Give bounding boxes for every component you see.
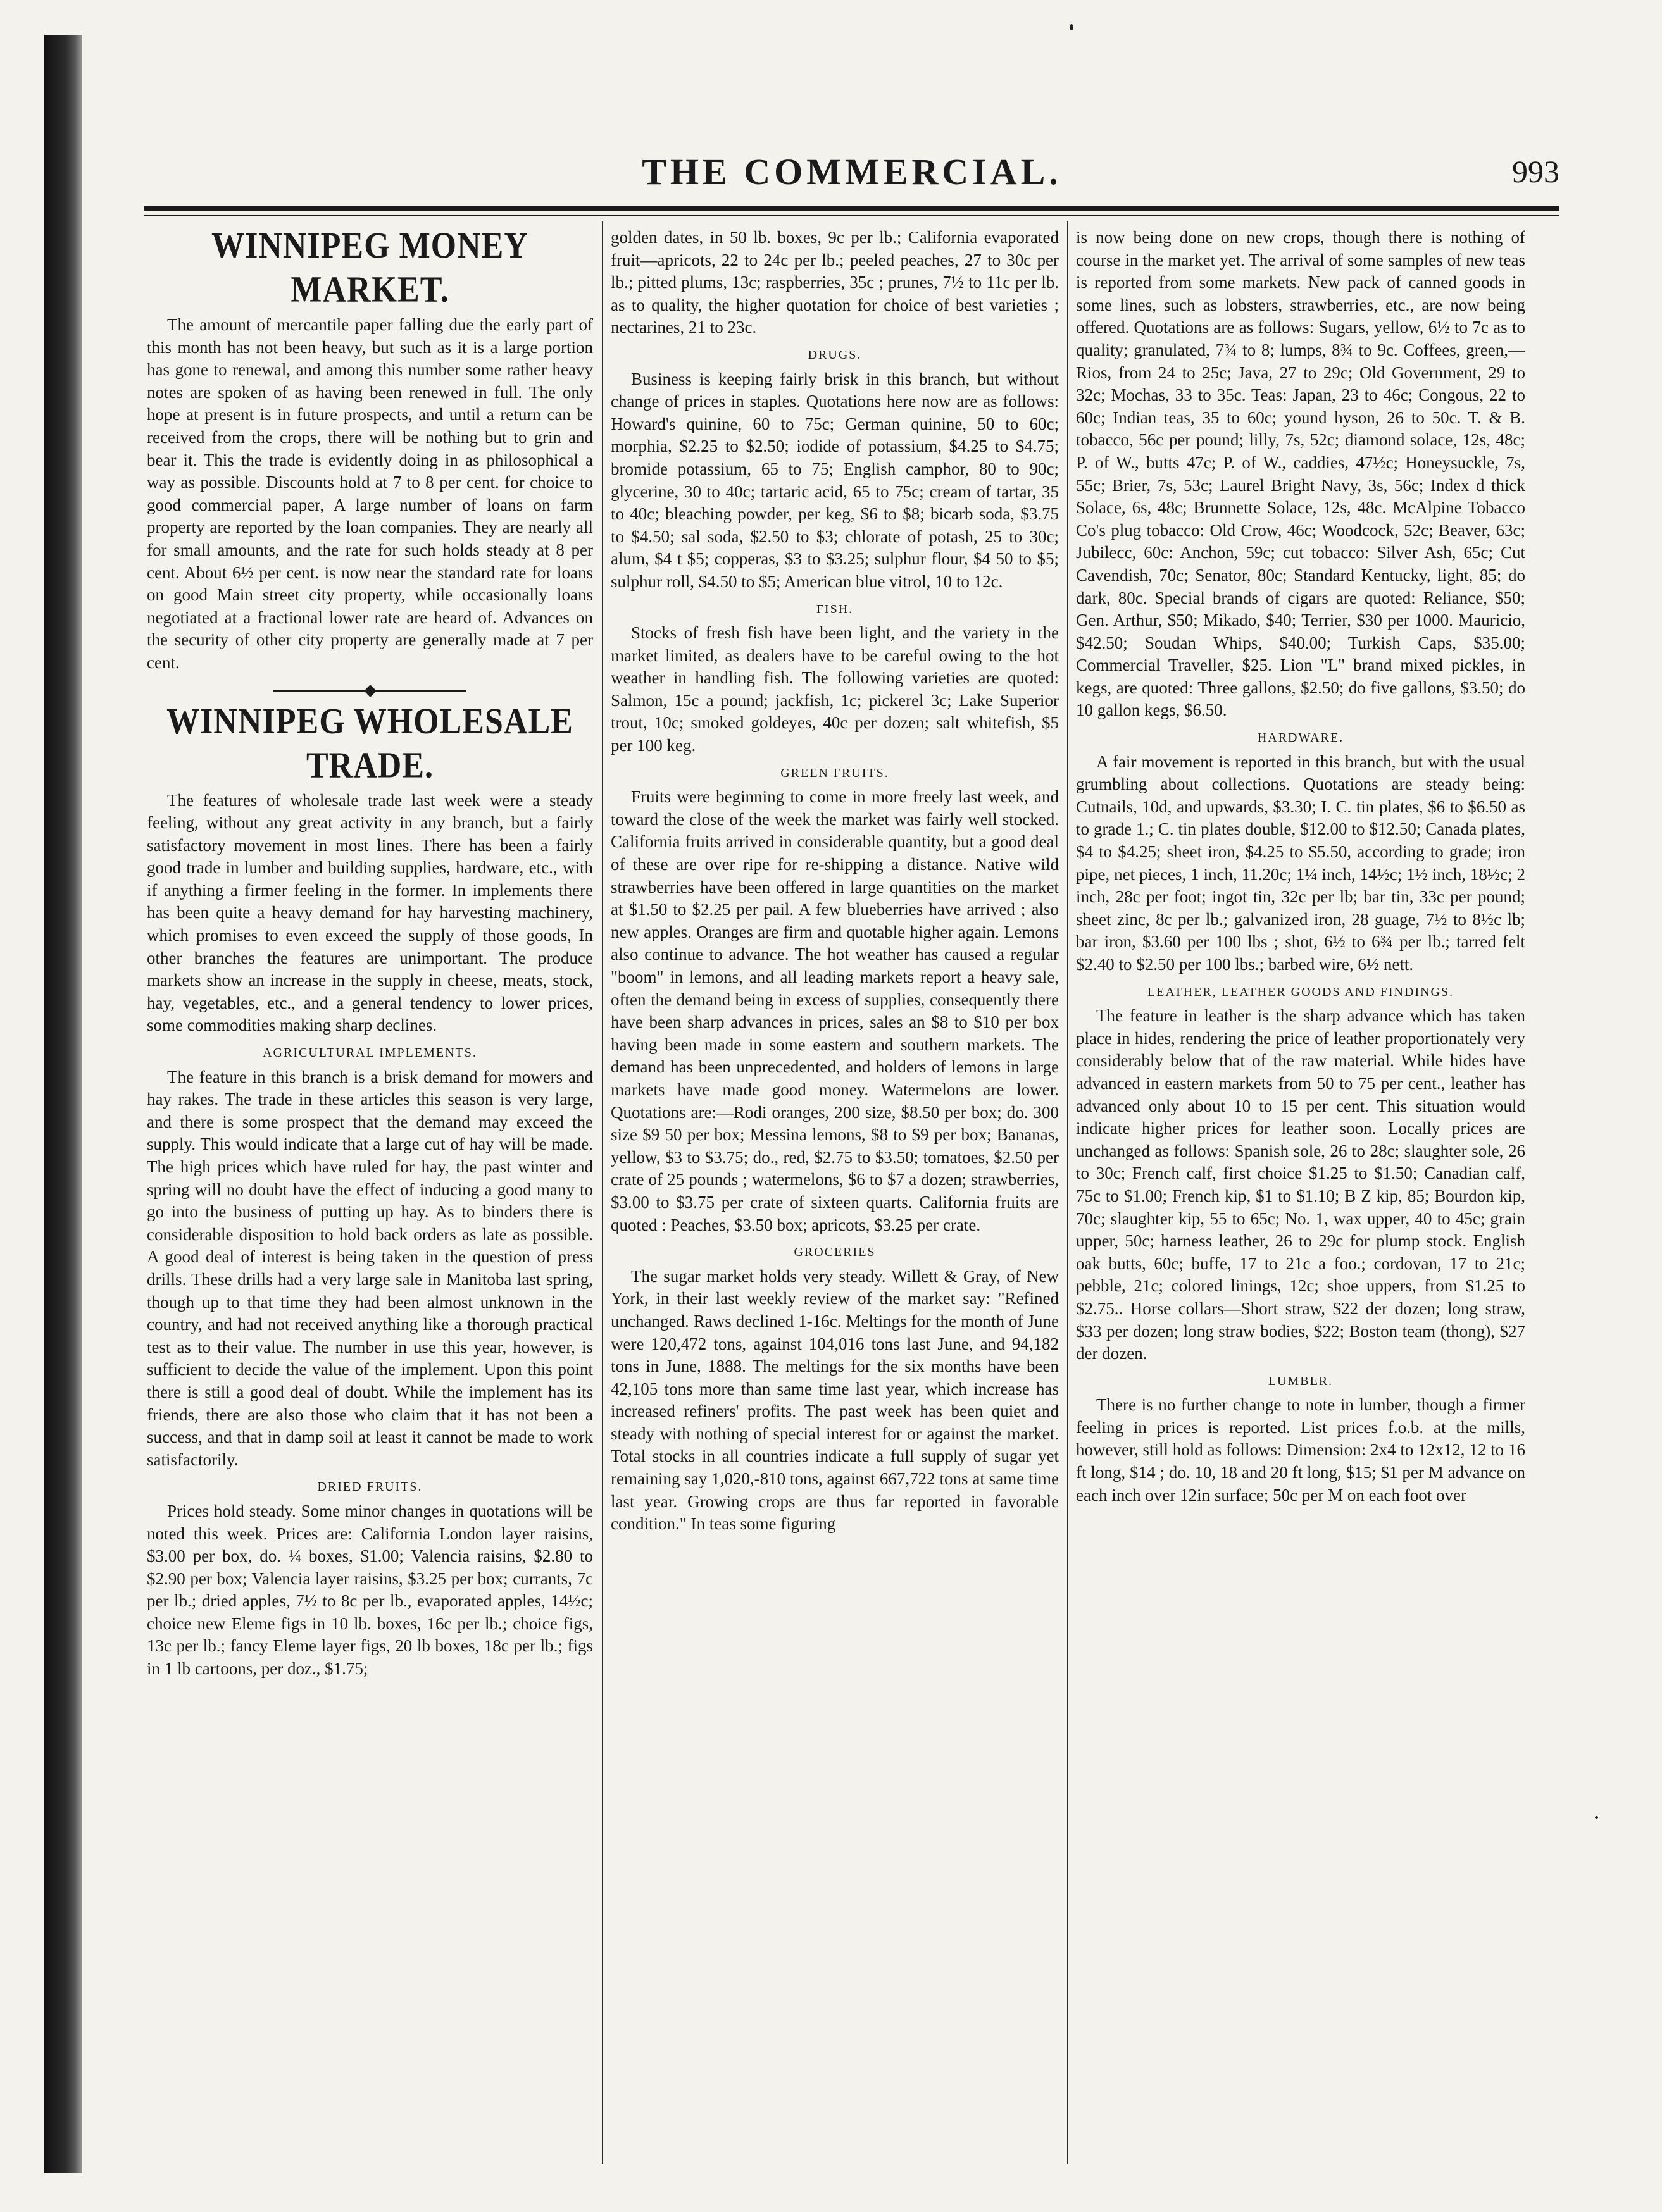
section-body-leather: The feature in leather is the sharp advance which has taken place in hides, rendering the price of leather proportionately very considerably below that of the raw material. While hides have advanced in eastern markets from 50 to 75 per cent., leather has advanced only about 10 to 15 per cent. This situation would indicate higher prices for leather soon. Locally prices are unchanged as follows: Spanish sole, 26 to 28c; slaughter sole, 26 to 30c; French calf, first choice $1.25 to $1.50; Canadian calf, 75c to $1.00; French kip, $1 to $1.10; B Z kip, 85; Bourdon kip, 70c; slaughter kip, 55 to 65c; No. 1, wax upper, 40 to 45c; grain upper, 50c; harness leather, 26 to 29c for plump stock. English oak butts, 60c; buffe, 17 to 21c a foo.; cordovan, 17 to 21c; pebble, 21c; colored linings, 12c; shoe uppers, from $1.25 to $2.75.. Horse collars—Short straw, $22 der dozen; long straw, $33 per dozen; long straw bodies, $22; Boston team (thong), $27 der dozen. <box>1076 1006 1525 1364</box>
column-1 <box>147 227 593 2163</box>
section-body-groceries: The sugar market holds very steady. Willett & Gray, of New York, in their last weekly review of the market say: "Refined unchanged. Raws declined 1-16c. Meltings for the month of June were 120,472 tons, against 104,016 tons last June, and 94,182 tons in June, 1888. The meltings for the six months have been 42,105 tons more than same time last year, which increase has increased refiners' profits. The past week has been quiet and steady with nothing of special interest for or against the market. Total stocks in all countries indicate a full supply of sugar yet remaining say 1,020,-810 tons, against 667,722 tons at same time last year. Growing crops are thus far reported in favorable condition." In teas some figuring <box>611 1266 1059 1534</box>
page-number: 993 <box>1512 154 1559 189</box>
section-divider <box>147 685 593 697</box>
section-body-fish: Stocks of fresh fish have been light, and the variety in the market limited, as dealers have to be careful owing to the hot weather in handling fish. The following varieties are quoted: Salmon, 15c a pound; jackfish, 1c; pickerel 3c; Lake Superior trout, 10c; smoked goldeyes, 40c per dozen; salt whitefish, $5 per 100 keg. <box>611 623 1059 755</box>
section-head-dried-fruits: DRIED FRUITS. <box>317 1480 423 1494</box>
article-title-wholesale-trade: WINNIPEG WHOLESALE TRADE. <box>166 701 573 786</box>
section-head-implements: AGRICULTURAL IMPLEMENTS. <box>263 1046 477 1060</box>
article-title-money-market: WINNIPEG MONEY MARKET. <box>211 227 528 311</box>
section-body-groceries-cont: is now being done on new crops, though there is nothing of course in the market yet. The arrival of some samples of new teas is reported from some markets. New pack of canned goods in some lines, such as lobsters, strawberries, etc., are now being offered. Quotations are as follows: Sugars, yellow, 6½ to 7c as to quality; granulated, 7¾ to 8; lumps, 8¾ to 9c. Coffees, green,—Rios, from 24 to 25c; Java, 27 to 29c; Old Government, 29 to 32c; Mochas, 33 to 35c. Teas: Japan, 23 to 46c; Congous, 22 to 60c; Indian teas, 35 to 60c; yound hyson, 26 to 50c. T. & B. tobacco, 56c per pound; lilly, 7s, 52c; diamond solace, 12s, 48c; P. of W., butts 47c; P. of W., caddies, 47½c; Honeysuckle, 7s, 55c; Brier, 7s, 53c; Laurel Bright Navy, 3s, 56c; Index d thick Solace, 6s, 48c; Brunnette Solace, 12s, 48c. McAlpine Tobacco Co's plug tobacco: Old Crow, 46c; Woodcock, 52c; Beaver, 63c; Jubilecc, 60c: Anchon, 59c; cut tobacco: Silver Ash, 65c; Cut Cavendish, 70c; Senator, 80c; Standard Kentucky, light, 85; do dark, 80c. Special brands of cigars are quoted: Reliance, $50; Gen. Arthur, $50; Mikado, $40; Terrier, $30 per 1000. Mauricio, $42.50; Soudan Whips, $40.00; Turkish Caps, $35.00; Commercial Traveller, $25. Lion "L" brand mixed pickles, in kegs, are quoted: Three gallons, $2.50; do five gallons, $3.50; do 10 gallon kegs, $6.50. <box>1076 228 1525 720</box>
section-body-lumber: There is no further change to note in lumber, though a firmer feeling in prices is reported. List prices f.o.b. at the mills, however, still hold as follows: Dimension: 2x4 to 12x12, 12 to 16 ft long, $14 ; do. 10, 18 and 20 ft long, $15; $1 per M advance on each inch over 12in surface; 50c per M on each foot over <box>1076 1395 1525 1505</box>
header-rule <box>144 206 1559 211</box>
masthead: THE COMMERCIAL. <box>642 151 1062 192</box>
column-2 <box>611 227 1059 2163</box>
header-rule-thin <box>144 215 1559 216</box>
section-head-lumber: LUMBER. <box>1268 1374 1334 1388</box>
page-binding-edge <box>44 35 82 2173</box>
section-body-green-fruits: Fruits were beginning to come in more freely last week, and toward the close of the week the market was fairly well stocked. California fruits arrived in considerable quantity, but a good deal of these are over ripe for re-shipping a distance. Native wild strawberries have been offered in large quantities on the market at $1.50 to $2.25 per pail. A few blueberries have arrived ; also new apples. Oranges are firm and quotable higher again. Lemons also continue to advance. The hot weather has caused a regular "boom" in lemons, and all leading markets report a heavy sale, often the demand being in excess of supplies, consequently there have been sharp advances in prices, sales an $8 to $10 per box having been made in some eastern and southern markets. The demand has been unprecedented, and holders of lemons in large markets have made good money. Watermelons are lower. Quotations are:—Rodi oranges, 200 size, $8.50 per box; do. 300 size $9 50 per box; Messina lemons, $8 to $9 per box; Bananas, yellow, $3 to $3.75; do., red, $2.75 to $3.50; tomatoes, $2.50 per crate of 25 pounds ; watermelons, $6 to $7 a dozen; strawberries, $3.00 to $3.75 per crate of sixteen quarts. California fruits are quoted : Peaches, $3.50 box; apricots, $3.25 per crate. <box>611 787 1059 1234</box>
section-body-hardware: A fair movement is reported in this branch, but with the usual grumbling about collections. Quotations are steady being: Cutnails, 10d, and upwards, $3.30; I. C. tin plates, $6 to $6.50 as to grade 1.; C. tin plates double, $12.00 to $12.50; Canada plates, $4 to $4.25; sheet iron, $4.25 to $5.50, according to grade; iron pipe, net pieces, 1 inch, 11.20c; 1¼ inch, 14½c; 1½ inch, 18½c; 2 inch, 28c per foot; ingot tin, 32c per lb; bar tin, 33c per pound; sheet zinc, 8c per lb.; galvanized iron, 28 guage, 7½ to 8½c lb; bar iron, $3.60 per 100 lbs ; shot, 6½ to 6¾ per lb.; tarred felt $2.40 to $2.50 per 100 lbs.; barbed wire, 6½ nett. <box>1076 752 1525 974</box>
section-head-groceries: GROCERIES <box>794 1245 876 1260</box>
section-head-hardware: HARDWARE. <box>1257 731 1344 745</box>
article-body-money-market: The amount of mercantile paper falling due the early part of this month has not been heavy, but such as it is a large portion has gone to renewal, and among this number some rather heavy notes are spoken of as having been renewed in full. The only hope at present is in future prospects, and until a return can be received from the crops, there will be nothing but to grin and bear it. This the trade is evidently doing in as philosophical a way as possible. Discounts hold at 7 to 8 per cent. for choice to good commercial paper, A large number of loans on farm property are reported by the loan companies. They are nearly all for small amounts, and the rate for such holds steady at 8 per cent. About 6½ per cent. is now near the standard rate for loans on good Main street city property, while occasionally loans negotiated at a fractional lower rate are heard of. Advances on the security of other city property are generally made at 7 per cent. <box>147 315 593 672</box>
column-3 <box>1076 227 1525 2163</box>
print-speck <box>1070 24 1073 30</box>
section-head-green-fruits: GREEN FRUITS. <box>780 766 889 780</box>
column-rule <box>1067 221 1068 2164</box>
section-head-leather: LEATHER, LEATHER GOODS AND FINDINGS. <box>1147 985 1454 999</box>
print-speck <box>1595 1816 1598 1819</box>
section-body-dried-fruits-cont: golden dates, in 50 lb. boxes, 9c per lb.; California evaporated fruit—apricots, 22 to 24c per lb.; peeled peaches, 27 to 30c per lb.; pitted plums, 13c; raspberries, 35c ; prunes, 7½ to 11c per lb. as to quality, the higher quotation for choice of best varieties ; nectarines, 21 to 23c. <box>611 228 1059 337</box>
section-body-drugs: Business is keeping fairly brisk in this branch, but without change of prices in staples. Quotations here now are as follows: Howard's quinine, 60 to 75c; German quinine, 50 to 60c; morphia, $2.25 to $2.50; iodide of potassium, $4.25 to $4.75; bromide potassium, 65 to 75; English camphor, 80 to 90c; glycerine, 30 to 40c; tartaric acid, 65 to 75c; cream of tartar, 35 to 40c; bleaching powder, per keg, $6 to $8; bicarb soda, $3.75 to $4.50; sal soda, $2.50 to $3; chlorate of potash, 25 to 30c; alum, $4 t $5; copperas, $3 to $3.25; sulphur flour, $4 50 to $5; sulphur roll, $4.50 to $5; American blue vitrol, 10 to 12c. <box>611 369 1059 591</box>
section-body-implements: The feature in this branch is a brisk demand for mowers and hay rakes. The trade in these articles this season is very large, and there is some prospect that the demand may exceed the supply. This would indicate that a large cut of hay will be made. The high prices which have ruled for hay, the past winter and spring will no doubt have the effect of inducing a good many to go into the business of putting up hay. As to binders there is considerable disposition to hold back orders as late as possible. A good deal of interest is being taken in the question of press drills. These drills had a very large sale in Manitoba last spring, though up to that time they had been almost unknown in the country, and had not received anything like a thorough practical test as to their value. The number in use this year, however, is sufficient to decide the value of the implement. Upon this point there is still a good deal of doubt. While the implement has its friends, there are also those who claim that it has not been a success, and that in damp soil at least it cannot be made to work satisfactorily. <box>147 1067 593 1469</box>
section-head-fish: FISH. <box>816 602 854 616</box>
article-body-wholesale-trade: The features of wholesale trade last week were a steady feeling, without any great activity in any branch, but a fairly satisfactory movement in most lines. There has been a fairly good trade in lumber and building supplies, hardware, etc., with if anything a firmer feeling in the former. In implements there has been quite a heavy demand for hay harvesting machinery, which promises to even exceed the supply of those goods, In other branches the features are unimportant. The produce markets show an increase in the supply in cheese, meats, stock, hay, vegetables, etc., and a general tendency to lower prices, some commodities making sharp declines. <box>147 790 593 1035</box>
page-header <box>144 151 1559 208</box>
column-rule <box>602 221 603 2164</box>
section-head-drugs: DRUGS. <box>808 347 862 362</box>
section-body-dried-fruits: Prices hold steady. Some minor changes in quotations will be noted this week. Prices are: California London layer raisins, $3.00 per box, do. ¼ boxes, $1.00; Valencia raisins, $2.80 to $2.90 per box; Valencia layer raisins, $3.25 per box; currants, 7c per lb.; dried apples, 7½ to 8c per lb., evaporated apples, 14½c; choice new Eleme figs in 10 lb. boxes, 16c per lb.; choice figs, 13c per lb.; fancy Eleme layer figs, 20 lb boxes, 18c per lb.; figs in 1 lb cartoons, per doz., $1.75; <box>147 1501 593 1679</box>
